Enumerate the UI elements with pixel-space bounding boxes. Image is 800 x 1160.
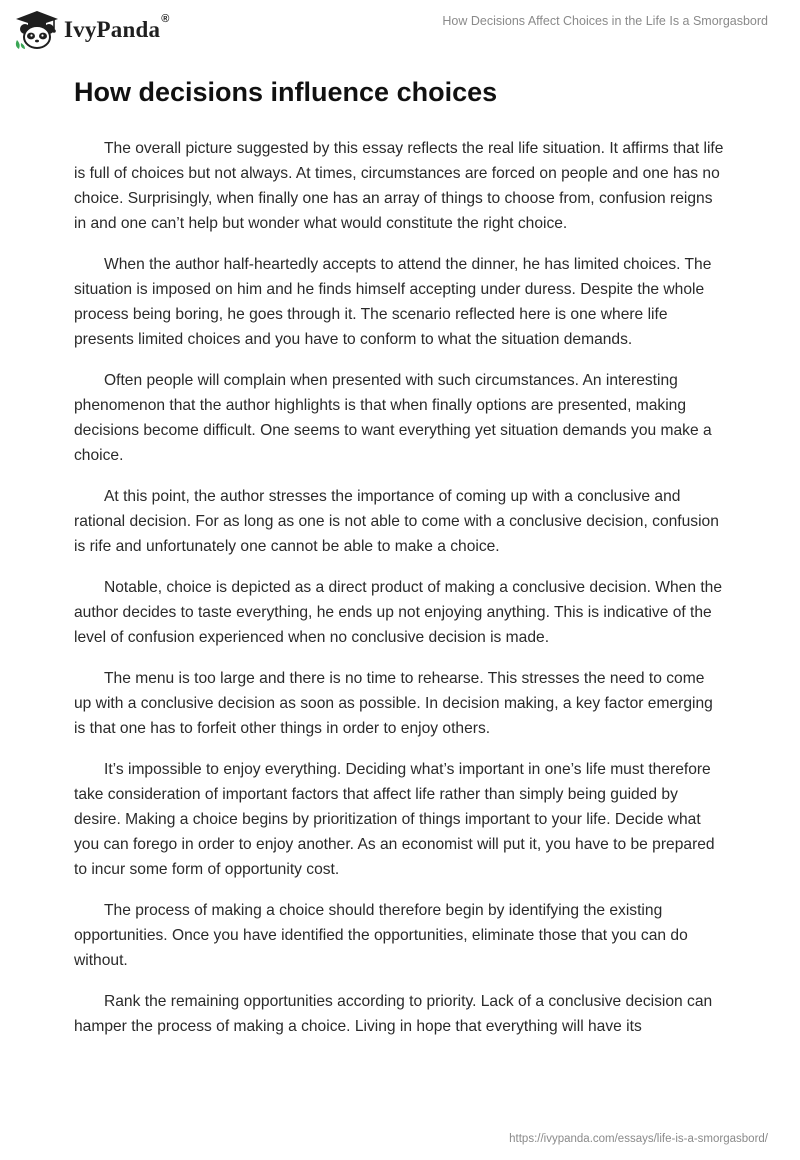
paragraph-2: When the author half-heartedly accepts to attend the dinner, he has limited choices. The situation is imposed on him and he finds himself accepting under duress. Despite the whole process being boring, he goes through it. The scenario reflected here is one where life presents limited choices and you have to conform to what the situation demands. bbox=[74, 256, 712, 348]
registered-mark: ® bbox=[161, 13, 170, 25]
paragraph-6: The menu is too large and there is no time to rehearse. This stresses the need to come up with a conclusive decision as soon as possible. In decision making, a key factor emerging is that one has to forfeit other things in order to enjoy others. bbox=[74, 670, 713, 737]
article-body bbox=[74, 70, 726, 1055]
paragraph-1: The overall picture suggested by this essay reflects the real life situation. It affirms that life is full of choices but not always. At times, circumstances are forced on people and one has no choice. Surprisingly, when finally one has an array of things to choose from, confusion reigns in and one can’t help but wonder what would constitute the right choice. bbox=[74, 140, 724, 232]
footer-source-url[interactable]: https://ivypanda.com/essays/life-is-a-smorgasbord/ bbox=[509, 1133, 768, 1145]
ivypanda-logo[interactable] bbox=[14, 10, 170, 50]
paragraph-9: Rank the remaining opportunities according to priority. Lack of a conclusive decision can hamper the process of making a choice. Living in hope that everything will have its bbox=[74, 993, 713, 1035]
article-heading: How decisions influence choices bbox=[74, 77, 498, 107]
paragraph-5: Notable, choice is depicted as a direct product of making a conclusive decision. When the author decides to taste everything, he ends up not enjoying anything. This is indicative of the level of confusion experienced when no conclusive decision is made. bbox=[74, 579, 723, 646]
paragraph-3: Often people will complain when presented with such circumstances. An interesting phenomenon that the author highlights is that when finally options are presented, making decisions become difficult. One seems to want everything yet situation demands you make a choice. bbox=[74, 372, 712, 464]
panda-graduate-icon bbox=[14, 10, 60, 50]
brand-name: IvyPanda® bbox=[64, 13, 170, 42]
paragraph-7: It’s impossible to enjoy everything. Deciding what’s important in one’s life must therefore take consideration of important factors that affect life rather than simply being guided by desire. Making a choice begins by prioritization of things important to your life. Decide what you can forego in order to enjoy another. As an economist will put it, you have to be prepared to incur some form of opportunity cost. bbox=[74, 761, 715, 878]
paragraph-8: The process of making a choice should therefore begin by identifying the existing opportunities. Once you have identified the opportunities, eliminate those that you can do without. bbox=[74, 902, 688, 969]
paragraph-4: At this point, the author stresses the importance of coming up with a conclusive and rational decision. For as long as one is not able to come with a conclusive decision, confusion is rife and unfortunately one cannot be able to make a choice. bbox=[74, 488, 719, 555]
page-header bbox=[0, 0, 800, 60]
header-document-title: How Decisions Affect Choices in the Life Is a Smorgasbord bbox=[442, 14, 768, 28]
